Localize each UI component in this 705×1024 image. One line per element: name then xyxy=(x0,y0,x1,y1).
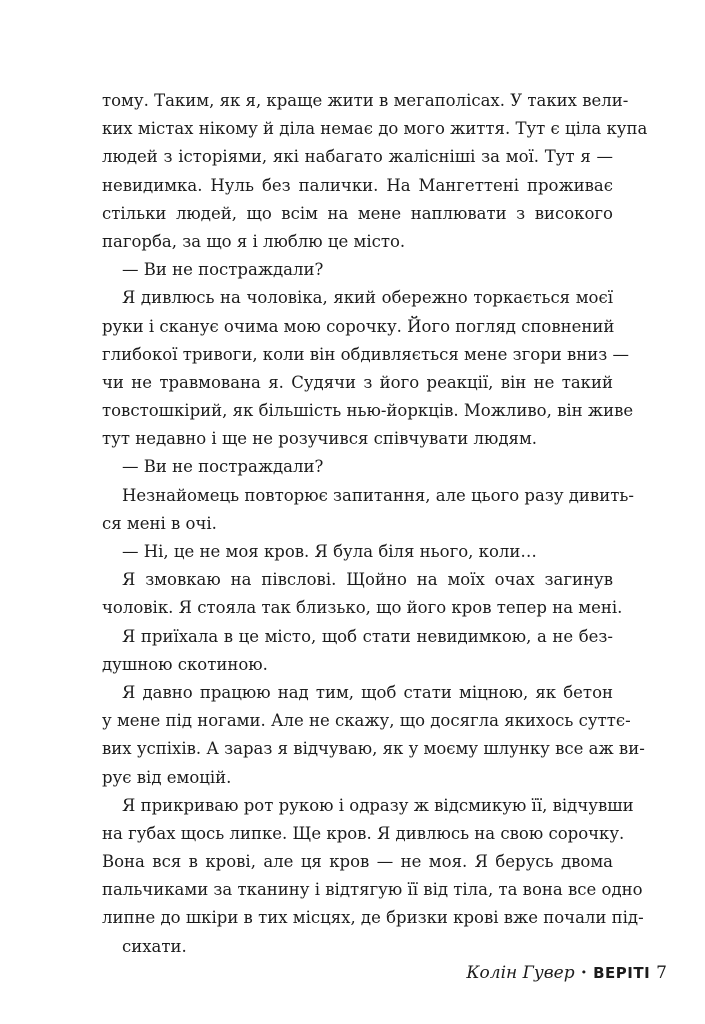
text-line: рує від емоцій. xyxy=(102,767,232,787)
text-line: вих успіхів. А зараз я відчуваю, як у моєму шлунку все аж ви- xyxy=(102,739,645,759)
text-line: — Ви не постраждали? xyxy=(122,457,324,477)
text-line: ся мені в очі. xyxy=(102,513,217,533)
text-line: тому. Таким, як я, краще жити в мегаполісах. У таких вели- xyxy=(102,91,629,110)
text-line: невидимка. Нуль без палички. На Мангеттені проживає xyxy=(102,175,613,195)
page-footer xyxy=(466,963,667,983)
text-line: пальчиками за тканину і відтягую її від тіла, та вона все одно xyxy=(102,880,643,900)
text-line: руки і сканує очима мою сорочку. Його погляд сповнений xyxy=(102,316,615,336)
text-line: людей з історіями, які набагато жалісніші за мої. Тут я — xyxy=(102,147,613,167)
body-text xyxy=(102,87,648,961)
text-line: пагорба, за що я і люблю це місто. xyxy=(102,231,406,251)
footer-author: Колін Гувер xyxy=(466,963,575,983)
text-line: Я приїхала в це місто, щоб стати невидимкою, а не без- xyxy=(122,626,613,646)
text-line: чоловік. Я стояла так близько, що його кров тепер на мені. xyxy=(102,598,623,618)
text-line: ких містах нікому й діла немає до мого життя. Тут є ціла купа xyxy=(102,119,648,139)
text-line: Вона вся в крові, але ця кров — не моя. Я берусь двома xyxy=(102,852,613,872)
text-line: Незнайомець повторює запитання, але цього разу дивить- xyxy=(122,485,634,505)
text-line: чи не травмована я. Судячи з його реакції, він не такий xyxy=(102,372,613,392)
text-line: Я дивлюсь на чоловіка, який обережно торкається моєї xyxy=(122,288,613,308)
text-line: душною скотиною. xyxy=(102,654,268,674)
text-line: — Ні, це не моя кров. Я була біля нього, коли… xyxy=(122,542,537,561)
text-line: на губах щось липке. Ще кров. Я дивлюсь на свою сорочку. xyxy=(102,823,625,843)
text-line: глибокої тривоги, коли він обдивляється мене згори вниз — xyxy=(102,344,630,364)
text-line: стільки людей, що всім на мене наплювати з високого xyxy=(102,203,613,223)
footer-bullet: • xyxy=(580,966,588,979)
text-line: Я давно працюю над тим, щоб стати міцною, як бетон xyxy=(122,682,613,702)
footer-book-title: ВЕРІТІ xyxy=(593,964,651,982)
text-line: Я прикриваю рот рукою і одразу ж відсмикую її, відчувши xyxy=(122,795,634,815)
text-line: Я змовкаю на півслові. Щойно на моїх очах загинув xyxy=(122,570,613,590)
text-line: тут недавно і ще не розучився співчувати людям. xyxy=(102,429,538,449)
text-line: у мене під ногами. Але не скажу, що досягла якихось суттє- xyxy=(102,711,631,731)
page-number: 7 xyxy=(656,963,667,983)
text-line: — Ви не постраждали? xyxy=(122,260,324,280)
text-line: товстошкірий, як більшість нью-йоркців. Можливо, він живе xyxy=(102,401,634,421)
text-line: сихати. xyxy=(122,936,187,956)
text-line: липне до шкіри в тих місцях, де бризки крові вже почали під- xyxy=(102,908,644,928)
